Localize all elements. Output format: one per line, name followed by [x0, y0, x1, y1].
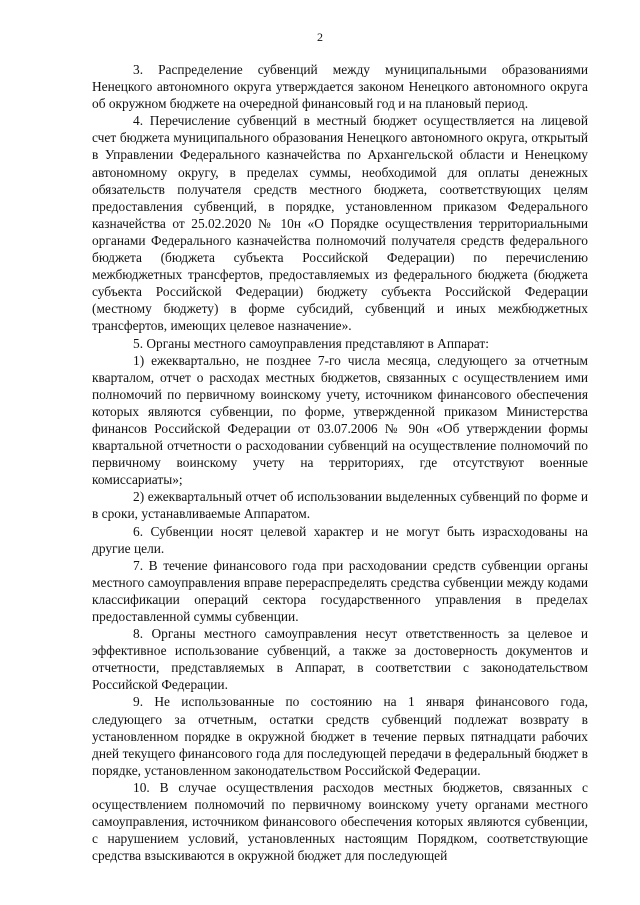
paragraph-item-8: 8. Органы местного самоуправления несут ответственность за целевое и эффективное использование субвенций, а также за достоверность документов и отчетности, представляемых в Аппарат, в соответствии с законодательством Российской Федерации.	[92, 626, 588, 693]
paragraph-item-4: 4. Перечисление субвенций в местный бюджет осуществляется на лицевой счет бюджета муниципального образования Ненецкого автономного округа, открытый в Управлении Федерального казначейства по Архангельской области и Ненецкому автономному округу, в пределах суммы, необходимой для оплаты денежных обязательств получателя средств местного бюджета, соответствующих целям предоставления субвенций, в порядке, установленном приказом Федерального казначейства от 25.02.2020 № 10н «О Порядке осуществления территориальными органами Федерального казначейства полномочий получателя средств федерального бюджета (бюджета субъекта Российской Федерации) по перечислению межбюджетных трансфертов, предоставляемых из федерального бюджета (бюджета субъекта Российской Федерации) бюджету субъекта Российской Федерации (местному бюджету) в форме субсидий, субвенций и иных межбюджетных трансфертов, имеющих целевое назначение».	[92, 113, 588, 334]
paragraph-item-9: 9. Не использованные по состоянию на 1 января финансового года, следующего за отчетным, остатки средств субвенций подлежат возврату в установленном порядке в окружной бюджет в течение первых пятнадцати рабочих дней текущего финансового года для последующей передачи в федеральный бюджет в порядке, установленном законодательством Российской Федерации.	[92, 694, 588, 778]
paragraph-item-7: 7. В течение финансового года при расходовании средств субвенции органы местного самоуправления вправе перераспределять средства субвенции между кодами классификации операций сектора государственного управления в пределах предоставленной суммы субвенции.	[92, 557, 588, 624]
paragraph-item-6: 6. Субвенции носят целевой характер и не могут быть израсходованы на другие цели.	[92, 523, 588, 556]
paragraph-item-5: 5. Органы местного самоуправления представляют в Аппарат:	[133, 335, 489, 351]
paragraph-item-10: 10. В случае осуществления расходов местных бюджетов, связанных с осуществлением полномочий по первичному воинскому учету органами местного самоуправления, источником финансового обеспечения которых являются субвенции, с нарушением условий, установленных настоящим Порядком, соответствующие средства взыскиваются в окружной бюджет для последующей	[92, 779, 588, 864]
page-number: 2	[317, 30, 323, 44]
document-body	[92, 61, 588, 864]
paragraph-subitem-2: 2) ежеквартальный отчет об использовании выделенных субвенций по форме и в сроки, устанавливаемые Аппаратом.	[92, 489, 588, 522]
paragraph-item-3: 3. Распределение субвенций между муниципальными образованиями Ненецкого автономного округа утверждается законом Ненецкого автономного округа об окружном бюджете на очередной финансовый год и на плановый период.	[92, 62, 588, 112]
paragraph-subitem-1: 1) ежеквартально, не позднее 7-го числа месяца, следующего за отчетным кварталом, отчет о расходах местных бюджетов, связанных с осуществлением ими полномочий по первичному воинскому учету, источником финансового обеспечения которых являются субвенции, по форме, утвержденной приказом Министерства финансов Российской Федерации от 03.07.2006 № 90н «Об утверждении формы квартальной отчетности о расходовании субвенций на осуществление полномочий по первичному воинскому учету на территориях, где отсутствуют военные комиссариаты»;	[92, 352, 588, 488]
